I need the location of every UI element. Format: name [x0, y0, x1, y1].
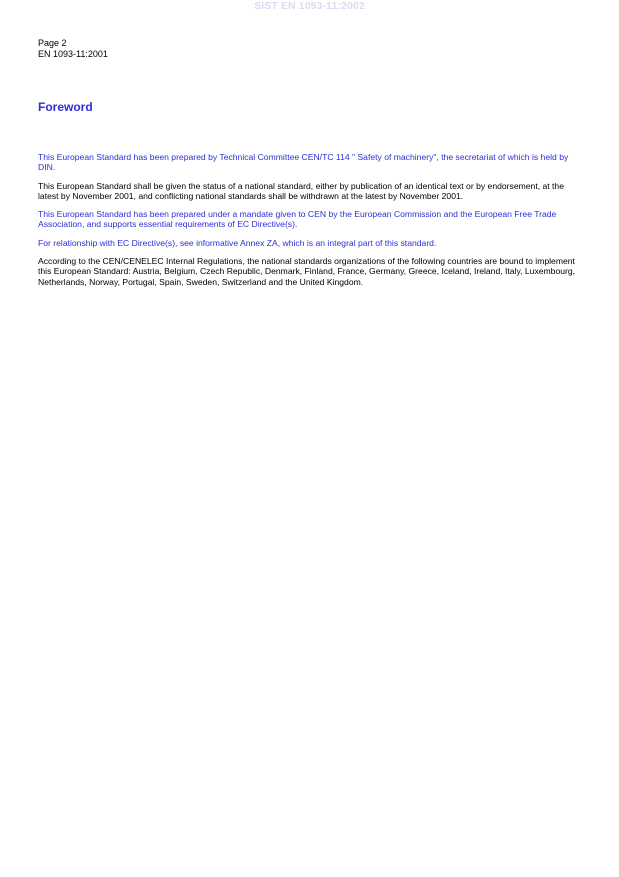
foreword-title: Foreword: [38, 100, 93, 114]
paragraph-mandate: This European Standard has been prepared under a mandate given to CEN by the European Commission and the European Free Trade Association, and supports essential requirements of EC Directive(s).: [38, 209, 557, 230]
page-header: [38, 38, 108, 59]
document-id: EN 1093-11:2001: [38, 48, 108, 59]
paragraph-annex-relationship: For relationship with EC Directive(s), see informative Annex ZA, which is an integral part of this standard.: [38, 237, 437, 248]
paragraph-status: This European Standard shall be given the status of a national standard, either by publication of an identical text or by endorsement, at the latest by November 2001, and conflicting national standards shall be withdrawn at the latest by November 2001.: [38, 180, 564, 201]
paragraph-countries: According to the CEN/CENELEC Internal Regulations, the national standards organizations of the following countries are bound to implement this European Standard: Austria, Belgium, Czech Republic, Denmark, Finland, France, Germany, Greece, Iceland, Ireland, Italy, Luxembourg, Netherlands, Norway, Portugal, Spain, Sweden, Switzerland and the United Kingdom.: [38, 256, 576, 287]
page-number: Page 2: [38, 38, 67, 48]
watermark: SIST EN 1093-11:2002: [254, 0, 365, 12]
foreword-body: [38, 152, 583, 295]
paragraph-committee: This European Standard has been prepared by Technical Committee CEN/TC 114 " Safety of machinery", the secretariat of which is held by DIN.: [38, 152, 569, 173]
